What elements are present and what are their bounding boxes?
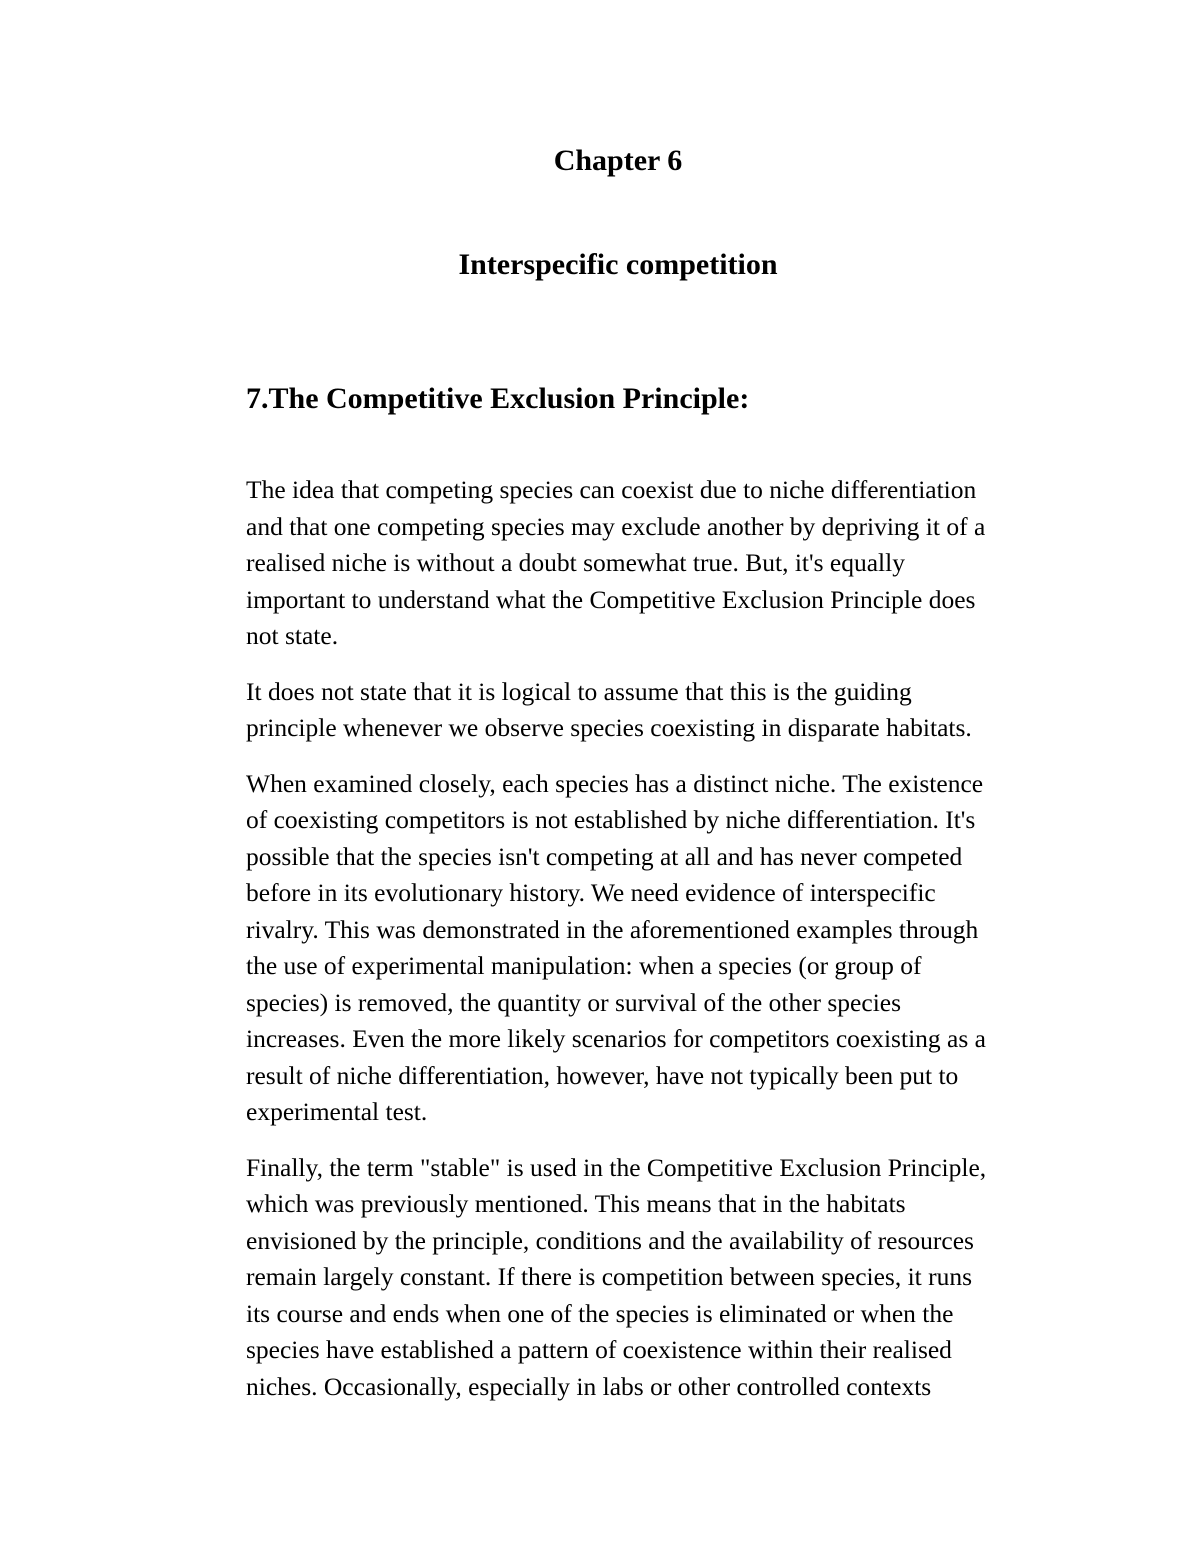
paragraph-line: possible that the species isn't competing at all and has never competed — [246, 841, 963, 871]
paragraph-line: its course and ends when one of the species is eliminated or when the — [246, 1298, 954, 1328]
body-text — [246, 472, 1066, 1424]
paragraph-line: experimental test. — [246, 1097, 428, 1126]
paragraph-line: before in its evolutionary history. We need evidence of interspecific — [246, 878, 936, 907]
paragraph-line: rivalry. This was demonstrated in the aforementioned examples through — [246, 914, 979, 944]
paragraph-line: of coexisting competitors is not established by niche differentiation. It's — [246, 805, 976, 834]
chapter-title: Chapter 6 — [553, 144, 683, 177]
chapter-subtitle: Interspecific competition — [458, 248, 778, 281]
paragraph-line: species) is removed, the quantity or survival of the other species — [246, 987, 902, 1017]
section-heading: 7.The Competitive Exclusion Principle: — [246, 382, 750, 415]
paragraph-line: increases. Even the more likely scenarios for competitors coexisting as a — [246, 1024, 986, 1053]
paragraph-line: The idea that competing species can coexist due to niche differentiation — [246, 475, 977, 504]
paragraph-1 — [246, 472, 1066, 655]
paragraph-line: result of niche differentiation, however, have not typically been put to — [246, 1060, 959, 1090]
paragraph-3 — [246, 766, 1066, 1131]
paragraph-line: important to understand what the Competitive Exclusion Principle does — [246, 584, 976, 614]
paragraph-line: the use of experimental manipulation: when a species (or group of — [246, 951, 922, 980]
paragraph-line: which was previously mentioned. This means that in the habitats — [246, 1189, 906, 1218]
paragraph-2 — [246, 674, 1066, 747]
paragraph-line: and that one competing species may exclude another by depriving it of a — [246, 511, 986, 541]
paragraph-line: It does not state that it is logical to assume that this is the guiding — [246, 676, 912, 706]
paragraph-line: Finally, the term "stable" is used in the Competitive Exclusion Principle, — [246, 1152, 987, 1182]
paragraph-line: realised niche is without a doubt somewhat true. But, it's equally — [246, 548, 905, 577]
paragraph-line: remain largely constant. If there is competition between species, it runs — [246, 1262, 973, 1291]
paragraph-line: species have established a pattern of coexistence within their realised — [246, 1335, 952, 1364]
paragraph-line: niches. Occasionally, especially in labs or other controlled contexts — [246, 1371, 932, 1401]
paragraph-line: principle whenever we observe species coexisting in disparate habitats. — [246, 713, 972, 742]
paragraph-line: not state. — [246, 621, 339, 650]
paragraph-line: When examined closely, each species has a distinct niche. The existence — [246, 768, 984, 798]
paragraph-4 — [246, 1150, 1066, 1406]
paragraph-line: envisioned by the principle, conditions and the availability of resources — [246, 1225, 974, 1255]
